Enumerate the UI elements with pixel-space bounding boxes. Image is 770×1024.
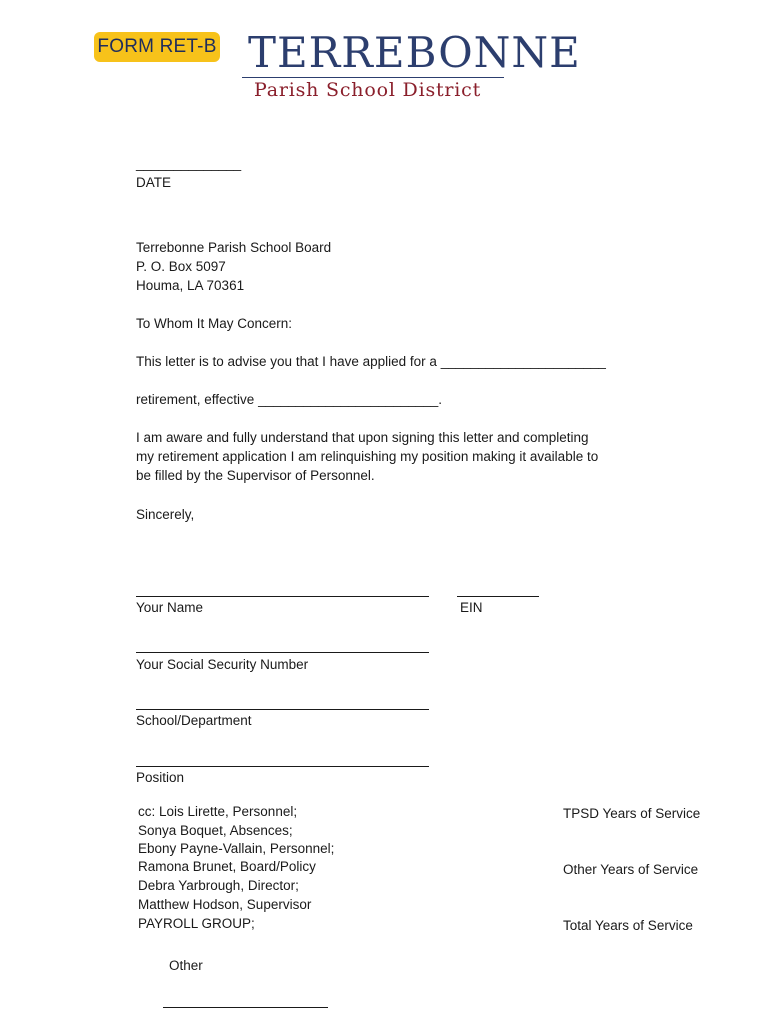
address-line-2: P. O. Box 5097: [136, 259, 226, 274]
salutation: To Whom It May Concern:: [136, 316, 293, 331]
effective-date-blank[interactable]: ________________________: [258, 392, 439, 407]
retirement-period: .: [438, 392, 443, 407]
paragraph-line-1: I am aware and fully understand that upon signing this letter and completing: [136, 430, 589, 445]
other-years-label: Other Years of Service: [563, 862, 699, 877]
school-department-line[interactable]: [136, 709, 429, 710]
other-blank-line[interactable]: [163, 1007, 328, 1008]
cc-line: Ebony Payne-Vallain, Personnel;: [138, 841, 335, 856]
advise-text: This letter is to advise you that I have applied for a: [136, 354, 437, 369]
ein-line[interactable]: [457, 596, 539, 597]
position-label: Position: [136, 770, 185, 785]
paragraph-line-2: my retirement application I am relinquishing my position making it available to: [136, 449, 599, 464]
date-blank[interactable]: ______________: [136, 156, 242, 171]
name-signature-line[interactable]: [136, 596, 429, 597]
cc-line: Debra Yarbrough, Director;: [138, 878, 299, 893]
ssn-label: Your Social Security Number: [136, 657, 309, 672]
ssn-line[interactable]: [136, 652, 429, 653]
retirement-text: retirement, effective: [136, 392, 255, 407]
date-label: DATE: [136, 175, 172, 190]
ein-label: EIN: [460, 600, 483, 615]
position-line[interactable]: [136, 766, 429, 767]
your-name-label: Your Name: [136, 600, 204, 615]
address-line-3: Houma, LA 70361: [136, 278, 245, 293]
closing: Sincerely,: [136, 507, 195, 522]
retirement-type-blank[interactable]: ______________________: [440, 354, 606, 369]
total-years-label: Total Years of Service: [563, 918, 693, 933]
paragraph-line-3: be filled by the Supervisor of Personnel.: [136, 468, 375, 483]
cc-line: Sonya Boquet, Absences;: [138, 823, 293, 838]
logo-title: TERREBONNE: [248, 28, 581, 77]
logo-subtitle: Parish School District: [254, 79, 482, 101]
tpsd-years-label: TPSD Years of Service: [563, 806, 701, 821]
cc-line: cc: Lois Lirette, Personnel;: [138, 804, 298, 819]
retirement-sentence: [136, 390, 442, 409]
cc-line: Ramona Brunet, Board/Policy: [138, 859, 316, 874]
address-line-1: Terrebonne Parish School Board: [136, 240, 332, 255]
other-label: Other: [169, 958, 203, 973]
school-department-label: School/Department: [136, 713, 252, 728]
advise-sentence: [136, 352, 606, 371]
form-badge: FORM RET-B: [94, 32, 220, 62]
cc-line: PAYROLL GROUP;: [138, 916, 255, 931]
cc-line: Matthew Hodson, Supervisor: [138, 897, 312, 912]
